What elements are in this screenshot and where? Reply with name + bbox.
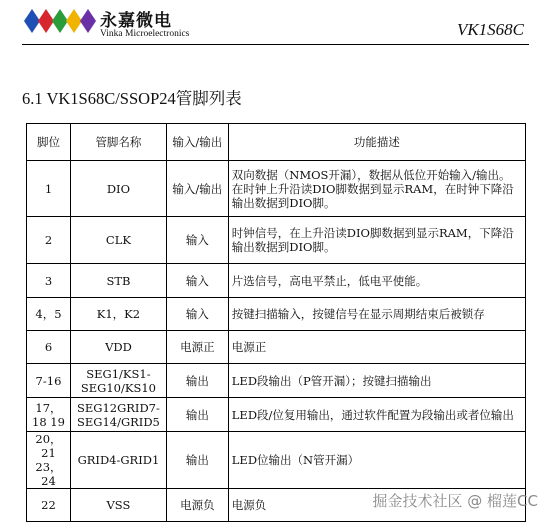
pin-cell: 22 — [27, 489, 71, 522]
table-row — [27, 364, 526, 398]
pin-name-cell: GRID4-GRID1 — [70, 432, 166, 489]
table-row — [27, 398, 526, 432]
io-cell: 输出 — [166, 364, 228, 398]
table-row — [27, 432, 526, 489]
pin-cell: 20，21 23，24 — [27, 432, 71, 489]
io-cell: 电源正 — [166, 331, 228, 364]
header-pin: 脚位 — [27, 124, 71, 161]
desc-cell: LED段输出（P管开漏）；按键扫描输出 — [228, 364, 525, 398]
logo-diamond-1 — [24, 9, 40, 33]
table-row — [27, 264, 526, 298]
desc-cell: 双向数据（NMOS开漏），数据从低位开始输入/输出。在时钟上升沿读DIO脚数据到显示RAM，在时钟下降沿输出数据到DIO脚。 — [228, 161, 525, 217]
desc-cell: 电源负 — [228, 489, 525, 522]
pin-name-cell: VDD — [70, 331, 166, 364]
pin-name-cell: VSS — [70, 489, 166, 522]
desc-cell: 按键扫描输入，按键信号在显示周期结束后被锁存 — [228, 298, 525, 331]
pin-name-cell: SEG1/KS1-SEG10/KS10 — [70, 364, 166, 398]
watermark: 掘金技术社区 @ 榴莲CC — [372, 492, 538, 510]
desc-cell: 时钟信号，在上升沿读DIO脚数据到显示RAM，下降沿输出数据到DIO脚。 — [228, 217, 525, 264]
header-rule — [22, 44, 529, 45]
logo-diamond-5 — [80, 9, 96, 33]
page-header — [0, 0, 552, 60]
io-cell: 电源负 — [166, 489, 228, 522]
pin-name-cell: DIO — [70, 161, 166, 217]
io-cell: 输入/输出 — [166, 161, 228, 217]
logo-diamond-4 — [66, 9, 82, 33]
pin-name-cell: STB — [70, 264, 166, 298]
logo-diamond-3 — [52, 9, 68, 33]
vinka-logo-icon — [24, 6, 96, 36]
pin-cell: 1 — [27, 161, 71, 217]
io-cell: 输入 — [166, 298, 228, 331]
desc-cell: 片选信号，高电平禁止，低电平使能。 — [228, 264, 525, 298]
header-name: 管脚名称 — [70, 124, 166, 161]
io-cell: 输入 — [166, 264, 228, 298]
pin-cell: 2 — [27, 217, 71, 264]
pin-name-cell: K1，K2 — [70, 298, 166, 331]
desc-cell: 电源正 — [228, 331, 525, 364]
pin-cell: 7-16 — [27, 364, 71, 398]
pin-cell: 4，5 — [27, 298, 71, 331]
pin-table — [26, 123, 526, 522]
pin-cell: 3 — [27, 264, 71, 298]
section-title: 6.1 VK1S68C/SSOP24管脚列表 — [22, 89, 242, 108]
header-desc: 功能描述 — [228, 124, 525, 161]
brand-name-cn: 永嘉微电 — [100, 11, 172, 31]
io-cell: 输入 — [166, 217, 228, 264]
pin-cell: 6 — [27, 331, 71, 364]
logo-diamond-2 — [38, 9, 54, 33]
desc-cell: LED位输出（N管开漏） — [228, 432, 525, 489]
io-cell: 输出 — [166, 432, 228, 489]
table-row — [27, 161, 526, 217]
table-header-row — [27, 124, 526, 161]
io-cell: 输出 — [166, 398, 228, 432]
table-row — [27, 331, 526, 364]
header-io: 输入/输出 — [166, 124, 228, 161]
desc-cell: LED段/位复用输出，通过软件配置为段输出或者位输出 — [228, 398, 525, 432]
pin-cell: 17，18 19 — [27, 398, 71, 432]
pin-name-cell: CLK — [70, 217, 166, 264]
pin-name-cell: SEG12GRID7-SEG14/GRID5 — [70, 398, 166, 432]
brand-name-en: Vinka Microelectronics — [100, 29, 190, 39]
table-row — [27, 298, 526, 331]
model-number: VK1S68C — [456, 20, 524, 39]
table-row — [27, 217, 526, 264]
